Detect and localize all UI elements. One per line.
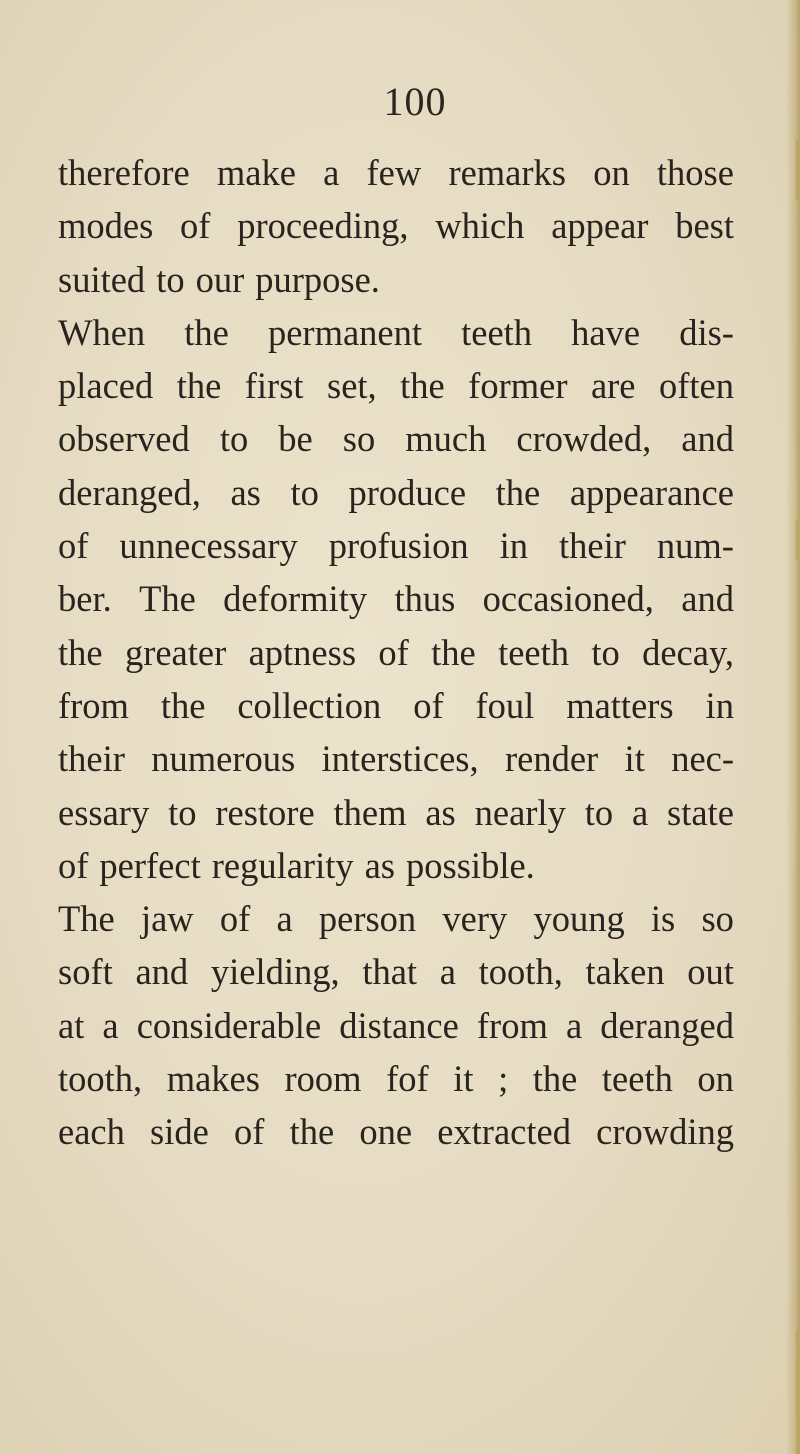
text-line: ber. The deformity thus occasioned, and	[58, 578, 734, 620]
text-line: each side of the one extracted crowding	[58, 1111, 734, 1153]
text-line: modes of proceeding, which appear best	[58, 205, 734, 247]
text-line: at a considerable distance from a deranged	[58, 1004, 734, 1046]
text-line: suited to our purpose.	[58, 258, 380, 300]
text-line: their numerous interstices, render it nec-	[58, 738, 734, 780]
text-line: placed the first set, the former are often	[58, 365, 734, 407]
text-line: When the permanent teeth have dis-	[58, 311, 734, 353]
text-line: from the collection of foul matters in	[58, 684, 734, 726]
page-edge-mark	[796, 1330, 800, 1454]
text-line: soft and yielding, that a tooth, taken out	[58, 951, 734, 993]
page-edge-mark	[796, 520, 800, 560]
page-number: 100	[383, 79, 447, 124]
page-edge-mark	[796, 140, 800, 200]
text-line: therefore make a few remarks on those	[58, 152, 734, 193]
text-line: The jaw of a person very young is so	[58, 898, 734, 940]
text-line: the greater aptness of the teeth to decay,	[58, 631, 734, 673]
text-line: tooth, makes room fof it ; the teeth on	[58, 1058, 734, 1100]
text-line: observed to be so much crowded, and	[58, 418, 734, 460]
text-line: deranged, as to produce the appearance	[58, 471, 734, 513]
page-edge-shadow	[786, 0, 800, 1454]
text-line: of perfect regularity as possible.	[58, 844, 535, 886]
text-line: of unnecessary profusion in their num-	[58, 525, 734, 567]
text-line: essary to restore them as nearly to a state	[58, 791, 734, 833]
body-text	[58, 146, 734, 1159]
